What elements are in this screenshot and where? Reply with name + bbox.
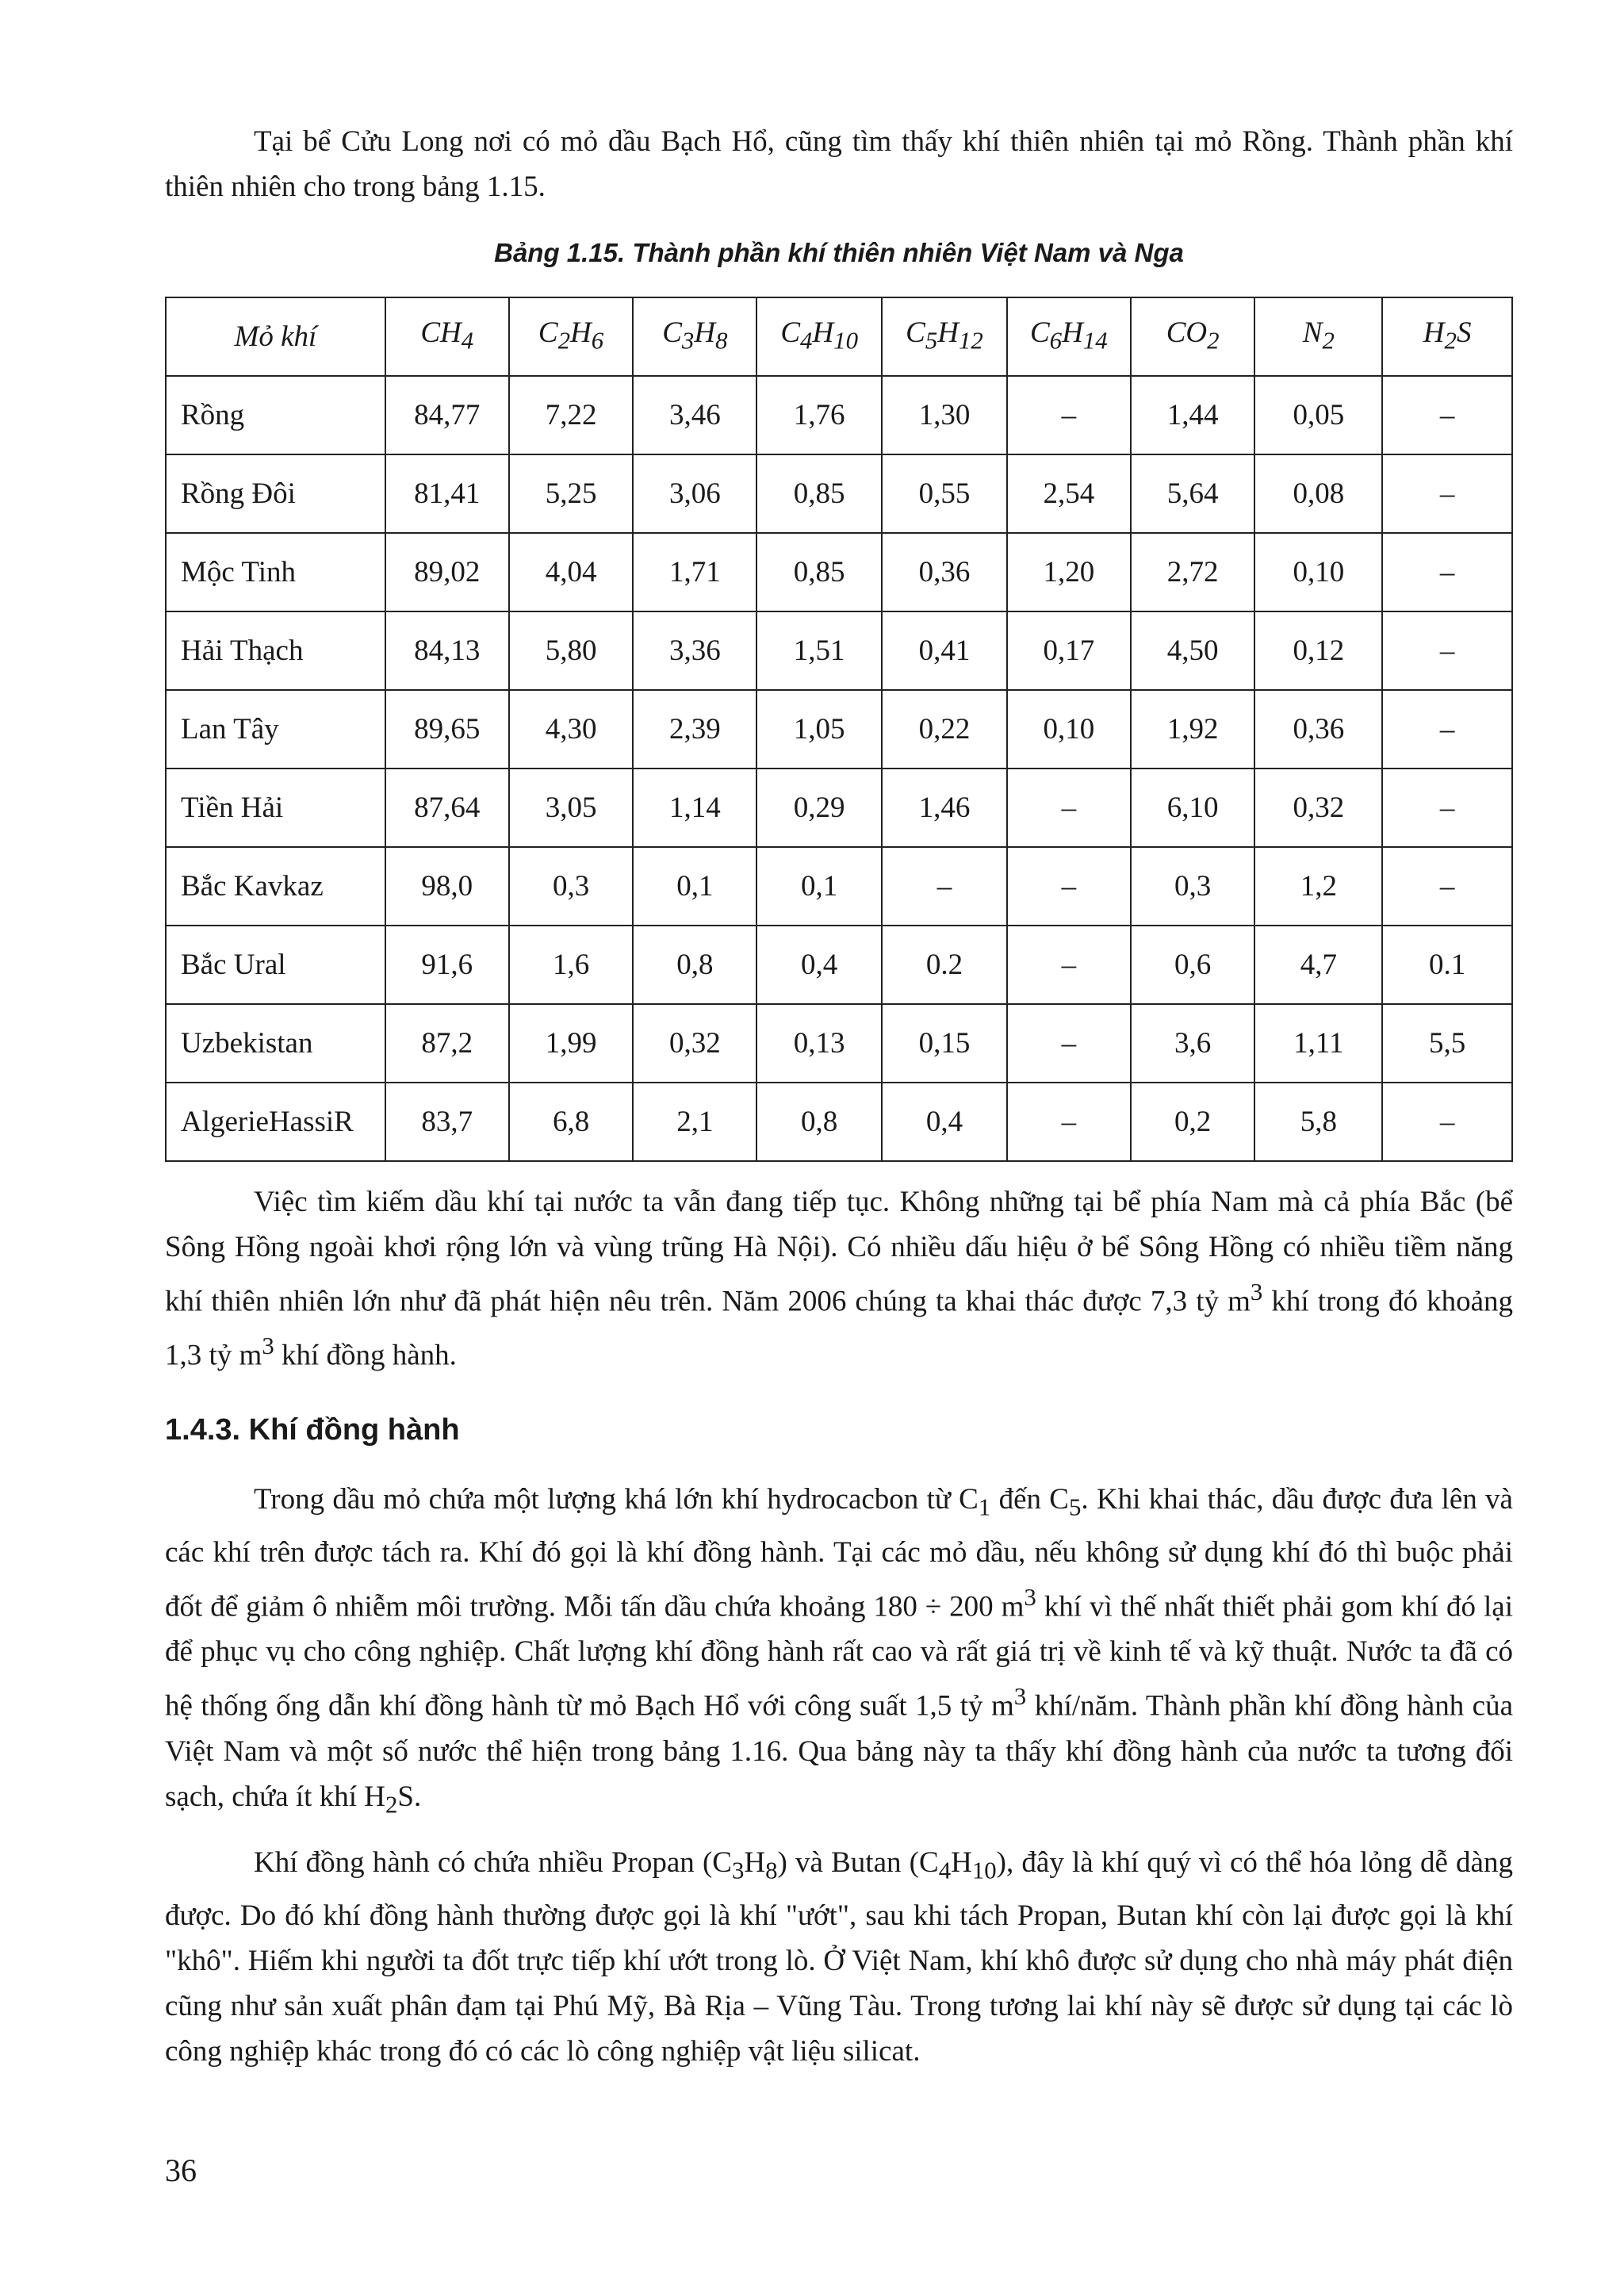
table-cell: 0,08: [1254, 454, 1382, 533]
table-cell: 0,41: [882, 611, 1007, 690]
table-cell: 0,6: [1131, 926, 1255, 1004]
field-name: Hải Thạch: [166, 611, 385, 690]
header-h2s: $H_2S$: [1382, 297, 1512, 376]
header-field: Mỏ khí: [166, 297, 385, 376]
table-cell: 84,77: [385, 376, 509, 454]
table-cell: –: [1007, 769, 1131, 847]
table-cell: 0,10: [1007, 690, 1131, 769]
table-cell: 0,22: [882, 690, 1007, 769]
table-cell: 4,50: [1131, 611, 1255, 690]
table-cell: 0,32: [633, 1004, 756, 1083]
field-name: Bắc Ural: [166, 926, 385, 1004]
table-cell: 1,46: [882, 769, 1007, 847]
table-cell: –: [1382, 690, 1512, 769]
header-ch4: $CH_4$: [385, 297, 509, 376]
table-cell: 0,12: [1254, 611, 1382, 690]
table-cell: 0,3: [509, 847, 634, 926]
table-row: [166, 611, 1512, 690]
table-cell: –: [1382, 847, 1512, 926]
table-cell: –: [1382, 769, 1512, 847]
intro-paragraph: Tại bể Cửu Long nơi có mỏ dầu Bạch Hổ, cũng tìm thấy khí thiên nhiên tại mỏ Rồng. Thành phần khí thiên nhiên cho trong bảng 1.15.: [165, 125, 1513, 203]
table-cell: 5,5: [1382, 1004, 1512, 1083]
table-cell: 87,2: [385, 1004, 509, 1083]
table-cell: 0,10: [1254, 533, 1382, 611]
table-cell: 1,71: [633, 533, 756, 611]
table-cell: 5,80: [509, 611, 634, 690]
table-cell: 0,13: [756, 1004, 882, 1083]
table-cell: 5,8: [1254, 1083, 1382, 1161]
table-cell: 0,05: [1254, 376, 1382, 454]
section-heading: 1.4.3. Khí đồng hành: [165, 1412, 460, 1447]
page-number: 36: [165, 2152, 197, 2188]
table-header-row: [166, 297, 1512, 376]
gas-composition-table: [165, 297, 1513, 1162]
table-cell: 5,25: [509, 454, 634, 533]
table-cell: –: [1382, 533, 1512, 611]
table-cell: 1,99: [509, 1004, 634, 1083]
header-co2: $CO_2$: [1131, 297, 1255, 376]
table-cell: 0,55: [882, 454, 1007, 533]
table-cell: 6,8: [509, 1083, 634, 1161]
table-cell: 2,39: [633, 690, 756, 769]
header-c3h8: $C_3H_8$: [633, 297, 756, 376]
table-cell: 87,64: [385, 769, 509, 847]
field-name: Lan Tây: [166, 690, 385, 769]
field-name: Tiền Hải: [166, 769, 385, 847]
table-cell: 1,05: [756, 690, 882, 769]
table-cell: 2,54: [1007, 454, 1131, 533]
table-cell: 1,51: [756, 611, 882, 690]
table-row: [166, 769, 1512, 847]
document-page: [165, 119, 1513, 2074]
field-name: Rồng: [166, 376, 385, 454]
table-cell: 2,72: [1131, 533, 1255, 611]
header-c6h14: $C_6H_{14}$: [1007, 297, 1131, 376]
table-cell: 0,32: [1254, 769, 1382, 847]
table-cell: –: [1382, 1083, 1512, 1161]
header-n2: $N_2$: [1254, 297, 1382, 376]
table-cell: 0.2: [882, 926, 1007, 1004]
header-c5h12: $C_5H_{12}$: [882, 297, 1007, 376]
table-row: [166, 1004, 1512, 1083]
table-cell: –: [1007, 1004, 1131, 1083]
table-cell: 3,05: [509, 769, 634, 847]
table-cell: 0,2: [1131, 1083, 1255, 1161]
table-cell: 0,36: [882, 533, 1007, 611]
table-cell: –: [1382, 454, 1512, 533]
table-cell: 3,46: [633, 376, 756, 454]
table-cell: 7,22: [509, 376, 634, 454]
table-cell: 0,4: [756, 926, 882, 1004]
table-cell: 0,15: [882, 1004, 1007, 1083]
field-name: Rồng Đôi: [166, 454, 385, 533]
table-cell: 0,17: [1007, 611, 1131, 690]
table-cell: 83,7: [385, 1083, 509, 1161]
table-cell: 91,6: [385, 926, 509, 1004]
table-cell: 1,14: [633, 769, 756, 847]
table-cell: 0,1: [756, 847, 882, 926]
table-cell: 4,30: [509, 690, 634, 769]
table-cell: 0,8: [756, 1083, 882, 1161]
table-cell: 0,29: [756, 769, 882, 847]
table-cell: 0,85: [756, 533, 882, 611]
table-cell: 98,0: [385, 847, 509, 926]
header-c2h6: $C_2H_6$: [509, 297, 634, 376]
table-cell: 5,64: [1131, 454, 1255, 533]
table-cell: –: [882, 847, 1007, 926]
table-cell: –: [1007, 1083, 1131, 1161]
table-cell: 6,10: [1131, 769, 1255, 847]
table-row: [166, 847, 1512, 926]
table-cell: 3,36: [633, 611, 756, 690]
table-cell: 0,4: [882, 1083, 1007, 1161]
table-row: [166, 926, 1512, 1004]
table-cell: 89,65: [385, 690, 509, 769]
table-cell: 0,8: [633, 926, 756, 1004]
table-cell: 1,20: [1007, 533, 1131, 611]
table-cell: –: [1007, 376, 1131, 454]
table-cell: 1,6: [509, 926, 634, 1004]
field-name: Uzbekistan: [166, 1004, 385, 1083]
table-cell: –: [1382, 376, 1512, 454]
table-cell: 89,02: [385, 533, 509, 611]
field-name: Bắc Kavkaz: [166, 847, 385, 926]
table-cell: –: [1007, 847, 1131, 926]
table-cell: 4,04: [509, 533, 634, 611]
table-cell: 3,06: [633, 454, 756, 533]
table-cell: 1,11: [1254, 1004, 1382, 1083]
table-caption: Bảng 1.15. Thành phần khí thiên nhiên Việt Nam và Nga: [494, 238, 1184, 267]
table-cell: 4,7: [1254, 926, 1382, 1004]
field-name: Mộc Tinh: [166, 533, 385, 611]
table-cell: 81,41: [385, 454, 509, 533]
table-cell: 1,2: [1254, 847, 1382, 926]
field-name: AlgerieHassiR: [166, 1083, 385, 1161]
table-row: [166, 376, 1512, 454]
table-cell: 2,1: [633, 1083, 756, 1161]
table-cell: 0.1: [1382, 926, 1512, 1004]
exploration-paragraph: Việc tìm kiếm dầu khí tại nước ta vẫn đang tiếp tục. Không những tại bể phía Nam mà cả phía Bắc (bể Sông Hồng ngoài khơi rộng lớn và vùng trũng Hà Nội). Có nhiều dấu hiệu ở bể Sông Hồng có nhiều tiềm năng khí thiên nhiên lớn như đã phát hiện nêu trên. Năm 2006 chúng ta khai thác được 7,3 tỷ $m^3$ khí trong đó khoảng 1,3 tỷ $m^3$ khí đồng hành.: [165, 1186, 1513, 1372]
table-row: [166, 533, 1512, 611]
table-cell: 1,30: [882, 376, 1007, 454]
table-row: [166, 454, 1512, 533]
table-cell: 3,6: [1131, 1004, 1255, 1083]
table-cell: 0,36: [1254, 690, 1382, 769]
table-cell: 1,44: [1131, 376, 1255, 454]
table-cell: 84,13: [385, 611, 509, 690]
propane-butane-paragraph: Khí đồng hành có chứa nhiều Propan $(C_3H_8)$ và Butan $(C_4H_{10})$, đây là khí quý vì có thể hóa lỏng dễ dàng được. Do đó khí đồng hành thường được gọi là khí "ướt", sau khi tách Propan, Butan khí còn lại được gọi là khí "khô". Hiếm khi người ta đốt trực tiếp khí ướt trong lò. Ở Việt Nam, khí khô được sử dụng cho nhà máy phát điện cũng như sản xuất phân đạm tại Phú Mỹ, Bà Rịa – Vũng Tàu. Trong tương lai khí này sẽ được sử dụng tại các lò công nghiệp khác trong đó có các lò công nghiệp vật liệu silicat.: [165, 1846, 1513, 2068]
header-c4h10: $C_4H_{10}$: [756, 297, 882, 376]
table-cell: 0,1: [633, 847, 756, 926]
table-cell: 1,76: [756, 376, 882, 454]
table-cell: –: [1007, 926, 1131, 1004]
table-cell: 0,3: [1131, 847, 1255, 926]
table-cell: –: [1382, 611, 1512, 690]
associated-gas-paragraph: Trong dầu mỏ chứa một lượng khá lớn khí hydrocacbon từ $C_1$ đến $C_5$. Khi khai thác, dầu được đưa lên và các khí trên được tách ra. Khí đó gọi là khí đồng hành. Tại các mỏ dầu, nếu không sử dụng khí đó thì buộc phải đốt để giảm ô nhiễm môi trường. Mỗi tấn dầu chứa khoảng 180 ÷ 200 $m^3$ khí vì thế nhất thiết phải gom khí đó lại để phục vụ cho công nghiệp. Chất lượng khí đồng hành rất cao và rất giá trị về kinh tế và kỹ thuật. Nước ta đã có hệ thống ống dẫn khí đồng hành từ mỏ Bạch Hổ với công suất 1,5 tỷ $m^3$ khí/năm. Thành phần khí đồng hành của Việt Nam và một số nước thể hiện trong bảng 1.16. Qua bảng này ta thấy khí đồng hành của nước ta tương đối sạch, chứa ít khí $H_2S$.: [165, 1482, 1513, 1819]
table-cell: 0,85: [756, 454, 882, 533]
table-row: [166, 690, 1512, 769]
table-row: [166, 1083, 1512, 1161]
table-cell: 1,92: [1131, 690, 1255, 769]
